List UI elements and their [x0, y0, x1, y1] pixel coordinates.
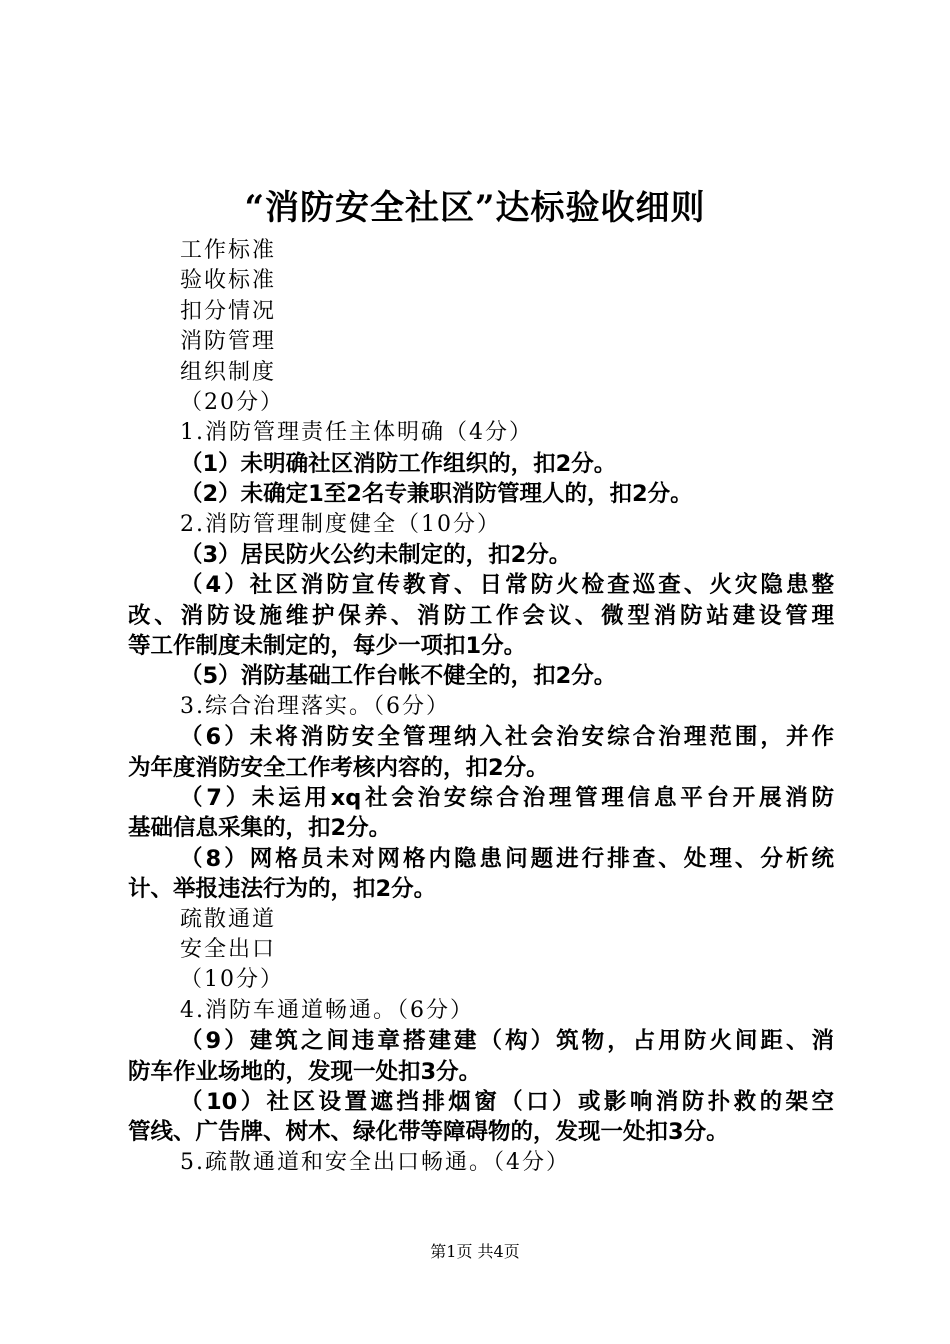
- section-heading: 5.疏散通道和安全出口畅通。（4分）: [180, 1149, 570, 1175]
- criteria-item: （4）社区消防宣传教育、日常防火检查巡查、火灾隐患整: [180, 572, 834, 599]
- text-line: 疏散通道: [180, 906, 277, 932]
- criteria-item: （2）未确定1至2名专兼职消防管理人的，扣2分。: [180, 481, 693, 508]
- document-title: “消防安全社区”达标验收细则: [244, 188, 706, 228]
- text-line: 组织制度: [180, 359, 277, 385]
- criteria-item: （8）网格员未对网格内隐患问题进行排查、处理、分析统: [180, 845, 834, 872]
- text-line: （10分）: [180, 967, 284, 993]
- criteria-item: （5）消防基础工作台帐不健全的，扣2分。: [180, 663, 617, 690]
- criteria-item: （9）建筑之间违章搭建建（构）筑物，占用防火间距、消: [180, 1028, 834, 1055]
- criteria-item-continued: 改、消防设施维护保养、消防工作会议、微型消防站建设管理: [128, 602, 834, 629]
- text-line: 工作标准: [180, 238, 277, 263]
- section-heading: 4.消防车通道畅通。（6分）: [180, 997, 474, 1023]
- section-heading: 3.综合治理落实。（6分）: [180, 693, 450, 719]
- document-body: [128, 236, 834, 1178]
- criteria-item-continued: 等工作制度未制定的，每少一项扣1分。: [128, 633, 527, 660]
- text-line: 扣分情况: [180, 298, 277, 324]
- criteria-item-continued: 基础信息采集的，扣2分。: [128, 815, 392, 842]
- criteria-item: （3）居民防火公约未制定的，扣2分。: [180, 541, 572, 568]
- text-line: 消防管理: [180, 329, 277, 355]
- criteria-item-continued: 计、举报违法行为的，扣2分。: [128, 876, 437, 903]
- criteria-item: （6）未将消防安全管理纳入社会治安综合治理范围，并作: [180, 724, 834, 751]
- criteria-item: （1）未明确社区消防工作组织的，扣2分。: [180, 450, 617, 477]
- text-line: （20分）: [180, 389, 284, 415]
- text-line: 安全出口: [180, 936, 277, 962]
- section-heading: 1.消防管理责任主体明确（4分）: [180, 420, 533, 446]
- criteria-item: （10）社区设置遮挡排烟窗（口）或影响消防扑救的架空: [180, 1088, 834, 1115]
- criteria-item-continued: 防车作业场地的，发现一处扣3分。: [128, 1058, 482, 1085]
- criteria-item-continued: 为年度消防安全工作考核内容的，扣2分。: [128, 754, 549, 781]
- criteria-item: （7）未运用xq社会治安综合治理管理信息平台开展消防: [180, 785, 834, 812]
- criteria-item-continued: 管线、广告牌、树木、绿化带等障碍物的，发现一处扣3分。: [128, 1119, 729, 1146]
- page-footer: 第1页 共4页: [430, 1242, 520, 1261]
- text-line: 验收标准: [180, 268, 277, 294]
- section-heading: 2.消防管理制度健全（10分）: [180, 511, 501, 537]
